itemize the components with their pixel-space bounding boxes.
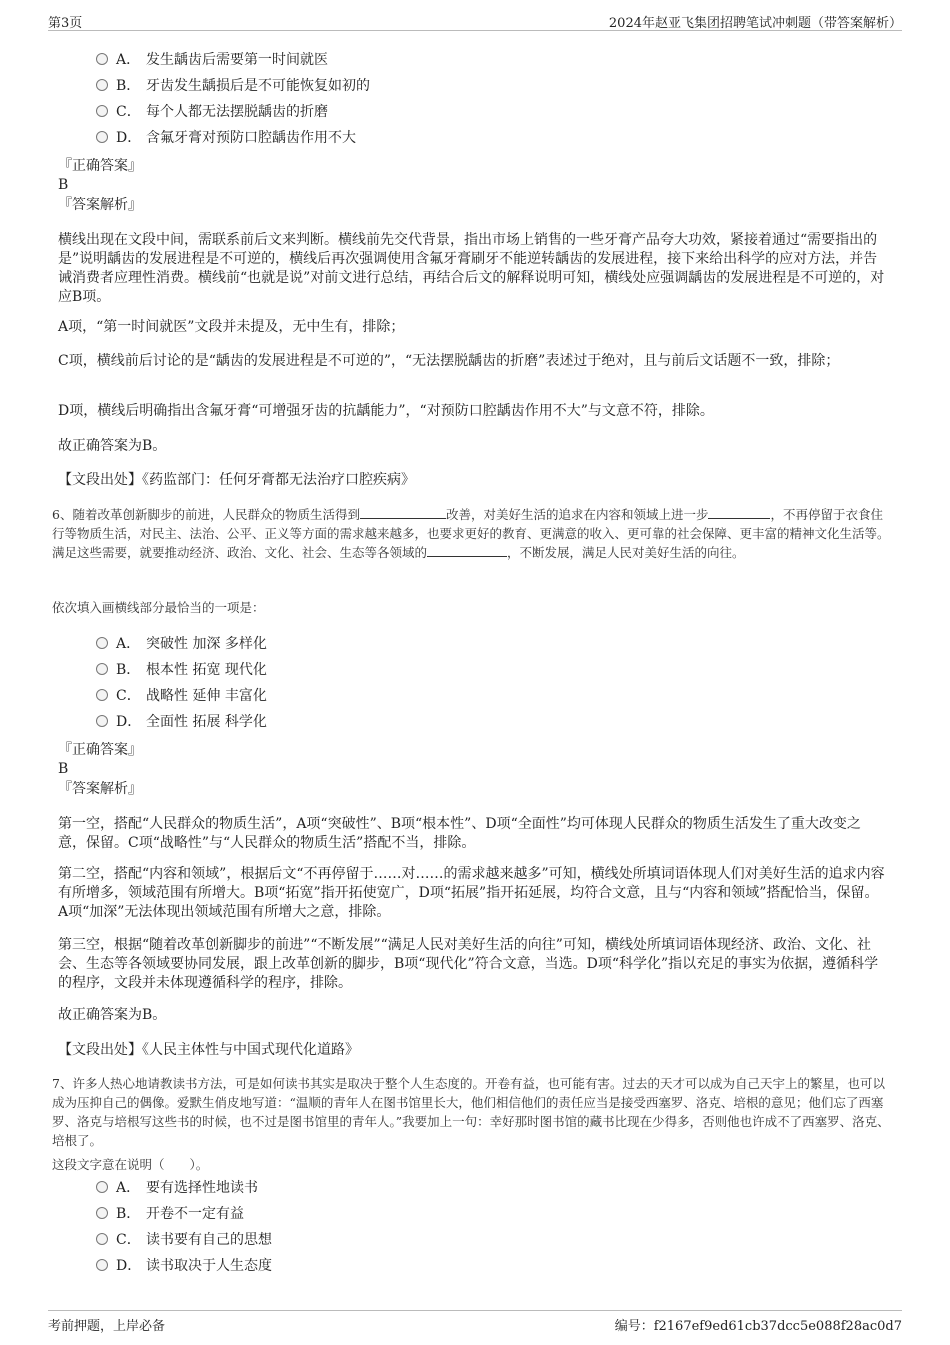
- q7-option-c[interactable]: C． 读书要有自己的思想: [96, 1230, 272, 1250]
- q7-option-b[interactable]: B． 开卷不一定有益: [96, 1204, 244, 1224]
- q6-analysis-para-2: 第二空，搭配“内容和领域”，根据后文“不再停留于……对……的需求越来越多”可知，横线处所填词语体现人们对美好生活的追求内容有所增多，领域范围有所增大。B项“拓宽”指开拓使宽广，D项“拓展”指开拓延展，均符合文意，且与“内容和领域”搭配恰当，保留。A项“加深”无法体现出领域范围有所增大之意，排除。: [58, 866, 885, 920]
- q6-option-b[interactable]: B． 根本性 拓宽 现代化: [96, 660, 267, 680]
- q6-answer-label: 『正确答案』: [58, 742, 142, 758]
- q6-conclusion: 故正确答案为B。: [58, 1007, 167, 1023]
- q6-option-a[interactable]: A． 突破性 加深 多样化: [96, 634, 267, 654]
- radio-icon[interactable]: [96, 131, 108, 143]
- radio-icon[interactable]: [96, 637, 108, 649]
- q6-answer: B: [58, 761, 69, 777]
- radio-icon[interactable]: [96, 105, 108, 117]
- footer-slogan: 考前押题，上岸必备: [48, 1319, 166, 1334]
- radio-icon[interactable]: [96, 1207, 108, 1219]
- q5-option-d[interactable]: D． 含氟牙膏对预防口腔龋齿作用不大: [96, 128, 356, 148]
- q7-stem: 7、许多人热心地请教读书方法，可是如何读书其实是取决于整个人生态度的。开卷有益，也可能有害。过去的天才可以成为自己天宇上的繁星，也可以成为压抑自己的偶像。爱默生俏皮地写道：“温顺的青年人在图书馆里长大，他们相信他们的责任应当是接受西塞罗、洛克、培根的意见；他们忘了西塞罗、洛克与培根写这些书的时候，也不过是图书馆里的青年人。”我要加上一句：幸好那时图书馆的藏书比现在少得多，否则他也许成不了西塞罗、洛克、培根了。: [52, 1076, 890, 1148]
- radio-icon[interactable]: [96, 1233, 108, 1245]
- q6-option-d[interactable]: D． 全面性 拓展 科学化: [96, 712, 267, 732]
- q5-answer: B: [58, 177, 69, 193]
- q5-option-a[interactable]: A． 发生龋齿后需要第一时间就医: [96, 50, 328, 70]
- q6-source: 【文段出处】《人民主体性与中国式现代化道路》: [58, 1042, 359, 1058]
- blank-1: [360, 506, 446, 519]
- radio-icon[interactable]: [96, 1259, 108, 1271]
- radio-icon[interactable]: [96, 663, 108, 675]
- q7-option-d[interactable]: D． 读书取决于人生态度: [96, 1256, 272, 1276]
- blank-3: [427, 544, 507, 557]
- q6-analysis-para-3: 第三空，根据“随着改革创新脚步的前进”“不断发展”“满足人民对美好生活的向往”可知，横线处所填词语体现经济、政治、文化、社会、生态等各领域要协同发展，跟上改革创新的脚步，B项“现代化”符合文意，当选。D项“科学化”指以充足的事实为依据，遵循科学的程序，文段并未体现遵循科学的程序，排除。: [58, 937, 879, 991]
- radio-icon[interactable]: [96, 715, 108, 727]
- q7-option-a[interactable]: A． 要有选择性地读书: [96, 1178, 258, 1198]
- q5-answer-label: 『正确答案』: [58, 158, 142, 174]
- document-title: 2024年赵亚飞集团招聘笔试冲刺题（带答案解析）: [608, 16, 902, 31]
- page-footer: [48, 1310, 902, 1333]
- radio-icon[interactable]: [96, 689, 108, 701]
- q5-analysis-label: 『答案解析』: [58, 197, 142, 213]
- q5-conclusion: 故正确答案为B。: [58, 438, 167, 454]
- page-number: 第3页: [48, 16, 83, 31]
- blank-2: [708, 506, 770, 519]
- q7-prompt: 这段文字意在说明（ ）。: [52, 1157, 209, 1172]
- radio-icon[interactable]: [96, 1181, 108, 1193]
- q5-analysis-para-3: C项，横线前后讨论的是“龋齿的发展进程是不可逆的”，“无法摆脱龋齿的折磨”表述过于绝对，且与前后文话题不一致，排除；: [58, 353, 840, 369]
- q6-analysis-label: 『答案解析』: [58, 781, 142, 797]
- q6-prompt: 依次填入画横线部分最恰当的一项是：: [52, 600, 265, 615]
- q6-stem: 6、随着改革创新脚步的前进，人民群众的物质生活得到 改善，对美好生活的追求在内容和领域上进一步 ，不再停留于衣食住行等物质生活，对民主、法治、公平、正义等方面的需求越来越多，也要求更好的教育、更满意的收入、更可靠的社会保障、更丰富的精神文化生活等。满足这些需要，就要推动经济、政治、文化、社会、生态等各领域的 ，不断发展，满足人民对美好生活的向往。: [52, 507, 890, 560]
- q5-analysis-para-2: A项，“第一时间就医”文段并未提及，无中生有，排除；: [58, 319, 405, 335]
- q6-option-c[interactable]: C． 战略性 延伸 丰富化: [96, 686, 267, 706]
- page-header: [48, 8, 902, 31]
- q5-analysis-para-4: D项，横线后明确指出含氟牙膏“可增强牙齿的抗龋能力”，“对预防口腔龋齿作用不大”与文意不符，排除。: [58, 403, 714, 419]
- q5-analysis-para-1: 横线出现在文段中间，需联系前后文来判断。横线前先交代背景，指出市场上销售的一些牙膏产品夸大功效，紧接着通过“需要指出的是”说明龋齿的发展进程是不可逆的，横线后再次强调使用含氟牙膏刷牙不能逆转龋齿的发展进程，接下来给出科学的应对方法，并告诫消费者应理性消费。横线前“也就是说”对前文进行总结，再结合后文的解释说明可知，横线处应强调龋齿的发展进程是不可逆的，对应B项。: [58, 232, 885, 305]
- radio-icon[interactable]: [96, 53, 108, 65]
- radio-icon[interactable]: [96, 79, 108, 91]
- q5-source: 【文段出处】《药监部门：任何牙膏都无法治疗口腔疾病》: [58, 472, 415, 488]
- q5-option-c[interactable]: C． 每个人都无法摆脱龋齿的折磨: [96, 102, 328, 122]
- document-id: 编号：f2167ef9ed61cb37dcc5e088f28ac0d7: [614, 1319, 902, 1334]
- q5-option-b[interactable]: B． 牙齿发生龋损后是不可能恢复如初的: [96, 76, 370, 96]
- q6-analysis-para-1: 第一空，搭配“人民群众的物质生活”，A项“突破性”、B项“根本性”、D项“全面性”均可体现人民群众的物质生活发生了重大改变之意，保留。C项“战略性”与“人民群众的物质生活”搭配不当，排除。: [58, 816, 861, 851]
